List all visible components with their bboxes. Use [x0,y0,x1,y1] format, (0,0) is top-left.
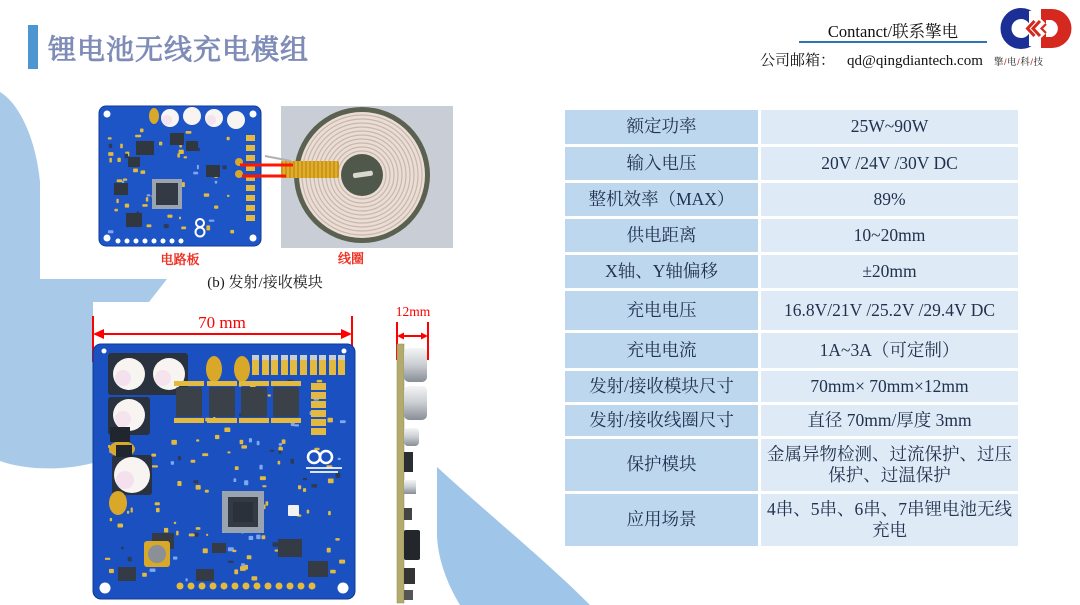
spec-value-cell: ±20mm [761,255,1018,288]
coil-caption-label: 线圈 [337,251,364,266]
title-accent-bar [28,25,38,69]
spec-value-cell: 直径 70mm/厚度 3mm [761,405,1018,436]
pcb-caption-label: 电路板 [160,252,200,267]
spec-label-cell: 充电电流 [565,333,758,368]
figure-caption: (b) 发射/接收模块 [207,275,323,291]
spec-value-cell: 金属异物检测、过流保护、过压保护、过温保护 [761,439,1018,491]
pcb-top-view [92,343,356,600]
spec-label-cell: 供电距离 [565,219,758,252]
email-row [760,49,983,70]
company-logo [1000,5,1078,55]
spec-value-cell: 16.8V/21V /25.2V /29.4V DC [761,291,1018,330]
spec-value-cell: 89% [761,183,1018,216]
wire-lines [233,142,348,194]
contact-label: Contanct/联系擎电 [827,22,959,41]
spec-label-cell: X轴、Y轴偏移 [565,255,758,288]
email-label: 公司邮箱： [760,53,836,69]
logo-tagline: 擎/电/科/技 [994,57,1044,68]
spec-label-cell: 充电电压 [565,291,758,330]
spec-value-cell: 4串、5串、6串、7串锂电池无线充电 [761,494,1018,546]
spec-value-cell: 20V /24V /30V DC [761,147,1018,180]
pcb-side-view [396,340,432,605]
spec-label-cell: 额定功率 [565,110,758,144]
spec-value-cell: 1A~3A（可定制） [761,333,1018,368]
email-value: qd@qingdiantech.com [847,53,983,69]
spec-value-cell: 10~20mm [761,219,1018,252]
spec-table [565,110,1018,546]
spec-label-cell: 发射/接收模块尺寸 [565,371,758,402]
spec-label-cell: 整机效率（MAX） [565,183,758,216]
spec-value-cell: 25W~90W [761,110,1018,144]
spec-label-cell: 输入电压 [565,147,758,180]
spec-value-cell: 70mm× 70mm×12mm [761,371,1018,402]
spec-label-cell: 发射/接收线圈尺寸 [565,405,758,436]
spec-label-cell: 保护模块 [565,439,758,491]
width-value: 70 mm [198,313,246,332]
thickness-value: 12mm [395,304,431,319]
page-title: 锂电池无线充电模组 [48,34,310,65]
spec-label-cell: 应用场景 [565,494,758,546]
contact-underline [799,41,987,43]
